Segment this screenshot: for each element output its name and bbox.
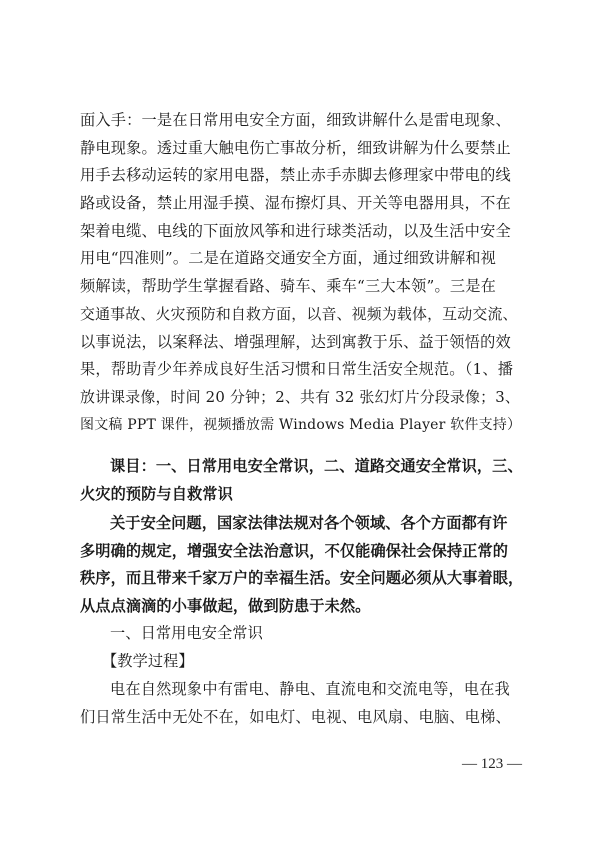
text-line: 关于安全问题，国家法律法规对各个领域、各个方面都有许 (110, 514, 508, 532)
text-line: 放讲课录像，时间 20 分钟；2、共有 32 张幻灯片分段录像；3、 (80, 387, 520, 406)
text-line: 用电“四准则”。二是在道路交通安全方面，通过细致讲解和视 (80, 249, 497, 268)
page-number: — 123 — (462, 756, 522, 772)
teaching-process-heading: 【教学过程】 (102, 651, 194, 670)
lesson-subjects-line: 课目：一、日常用电安全常识，二、道路交通安全常识，三、 (110, 457, 523, 475)
text-line: 们日常生活中无处不在，如电灯、电视、电风扇、电脑、电梯、 (80, 707, 511, 726)
text-line: 从点点滴滴的小事做起，做到防患于未然。 (80, 597, 371, 616)
text-line: 频解读，帮助学生掌握看路、骑车、乘车“三大本领”。三是在 (80, 277, 497, 296)
text-line: 架着电缆、电线的下面放风筝和进行球类活动，以及生活中安全 (80, 221, 511, 240)
text-line: 静电现象。透过重大触电伤亡事故分析，细致讲解为什么要禁止 (80, 138, 511, 157)
text-line: 交通事故、火灾预防和自救方面，以音、视频为载体，互动交流、 (80, 304, 518, 323)
lesson-subjects (80, 453, 524, 508)
section-heading-block (80, 620, 524, 675)
text-line: 用手去移动运转的家用电器，禁止赤手赤脚去修理家中带电的线 (80, 166, 511, 185)
text-line: 以事说法，以案释法、增强理解，达到寓教于乐、益于领悟的效 (80, 332, 511, 351)
text-line: 多明确的规定，增强安全法治意识，不仅能确保社会保持正常的 (80, 541, 509, 560)
text-line: 秩序，而且带来千家万户的幸福生活。安全问题必须从大事着眼， (80, 569, 524, 588)
text-line: 果，帮助青少年养成良好生活习惯和日常生活安全规范。（1、播 (80, 360, 514, 379)
intro-paragraph (80, 107, 524, 439)
text-line: 面入手：一是在日常用电安全方面，细致讲解什么是雷电现象、 (80, 111, 511, 129)
text-line: 路或设备，禁止用湿手摸、湿布擦灯具、开关等电器用具，不在 (80, 194, 511, 213)
body-paragraph (80, 676, 524, 731)
text-line: 图文稿 PPT 课件，视频播放需 Windows Media Player 软件支持） (80, 416, 522, 433)
lesson-subjects-line: 火灾的预防与自救常识 (80, 484, 233, 503)
safety-paragraph (80, 510, 524, 621)
text-line: 电在自然现象中有雷电、静电、直流电和交流电等，电在我 (110, 680, 511, 698)
section-heading: 一、日常用电安全常识 (110, 624, 263, 642)
